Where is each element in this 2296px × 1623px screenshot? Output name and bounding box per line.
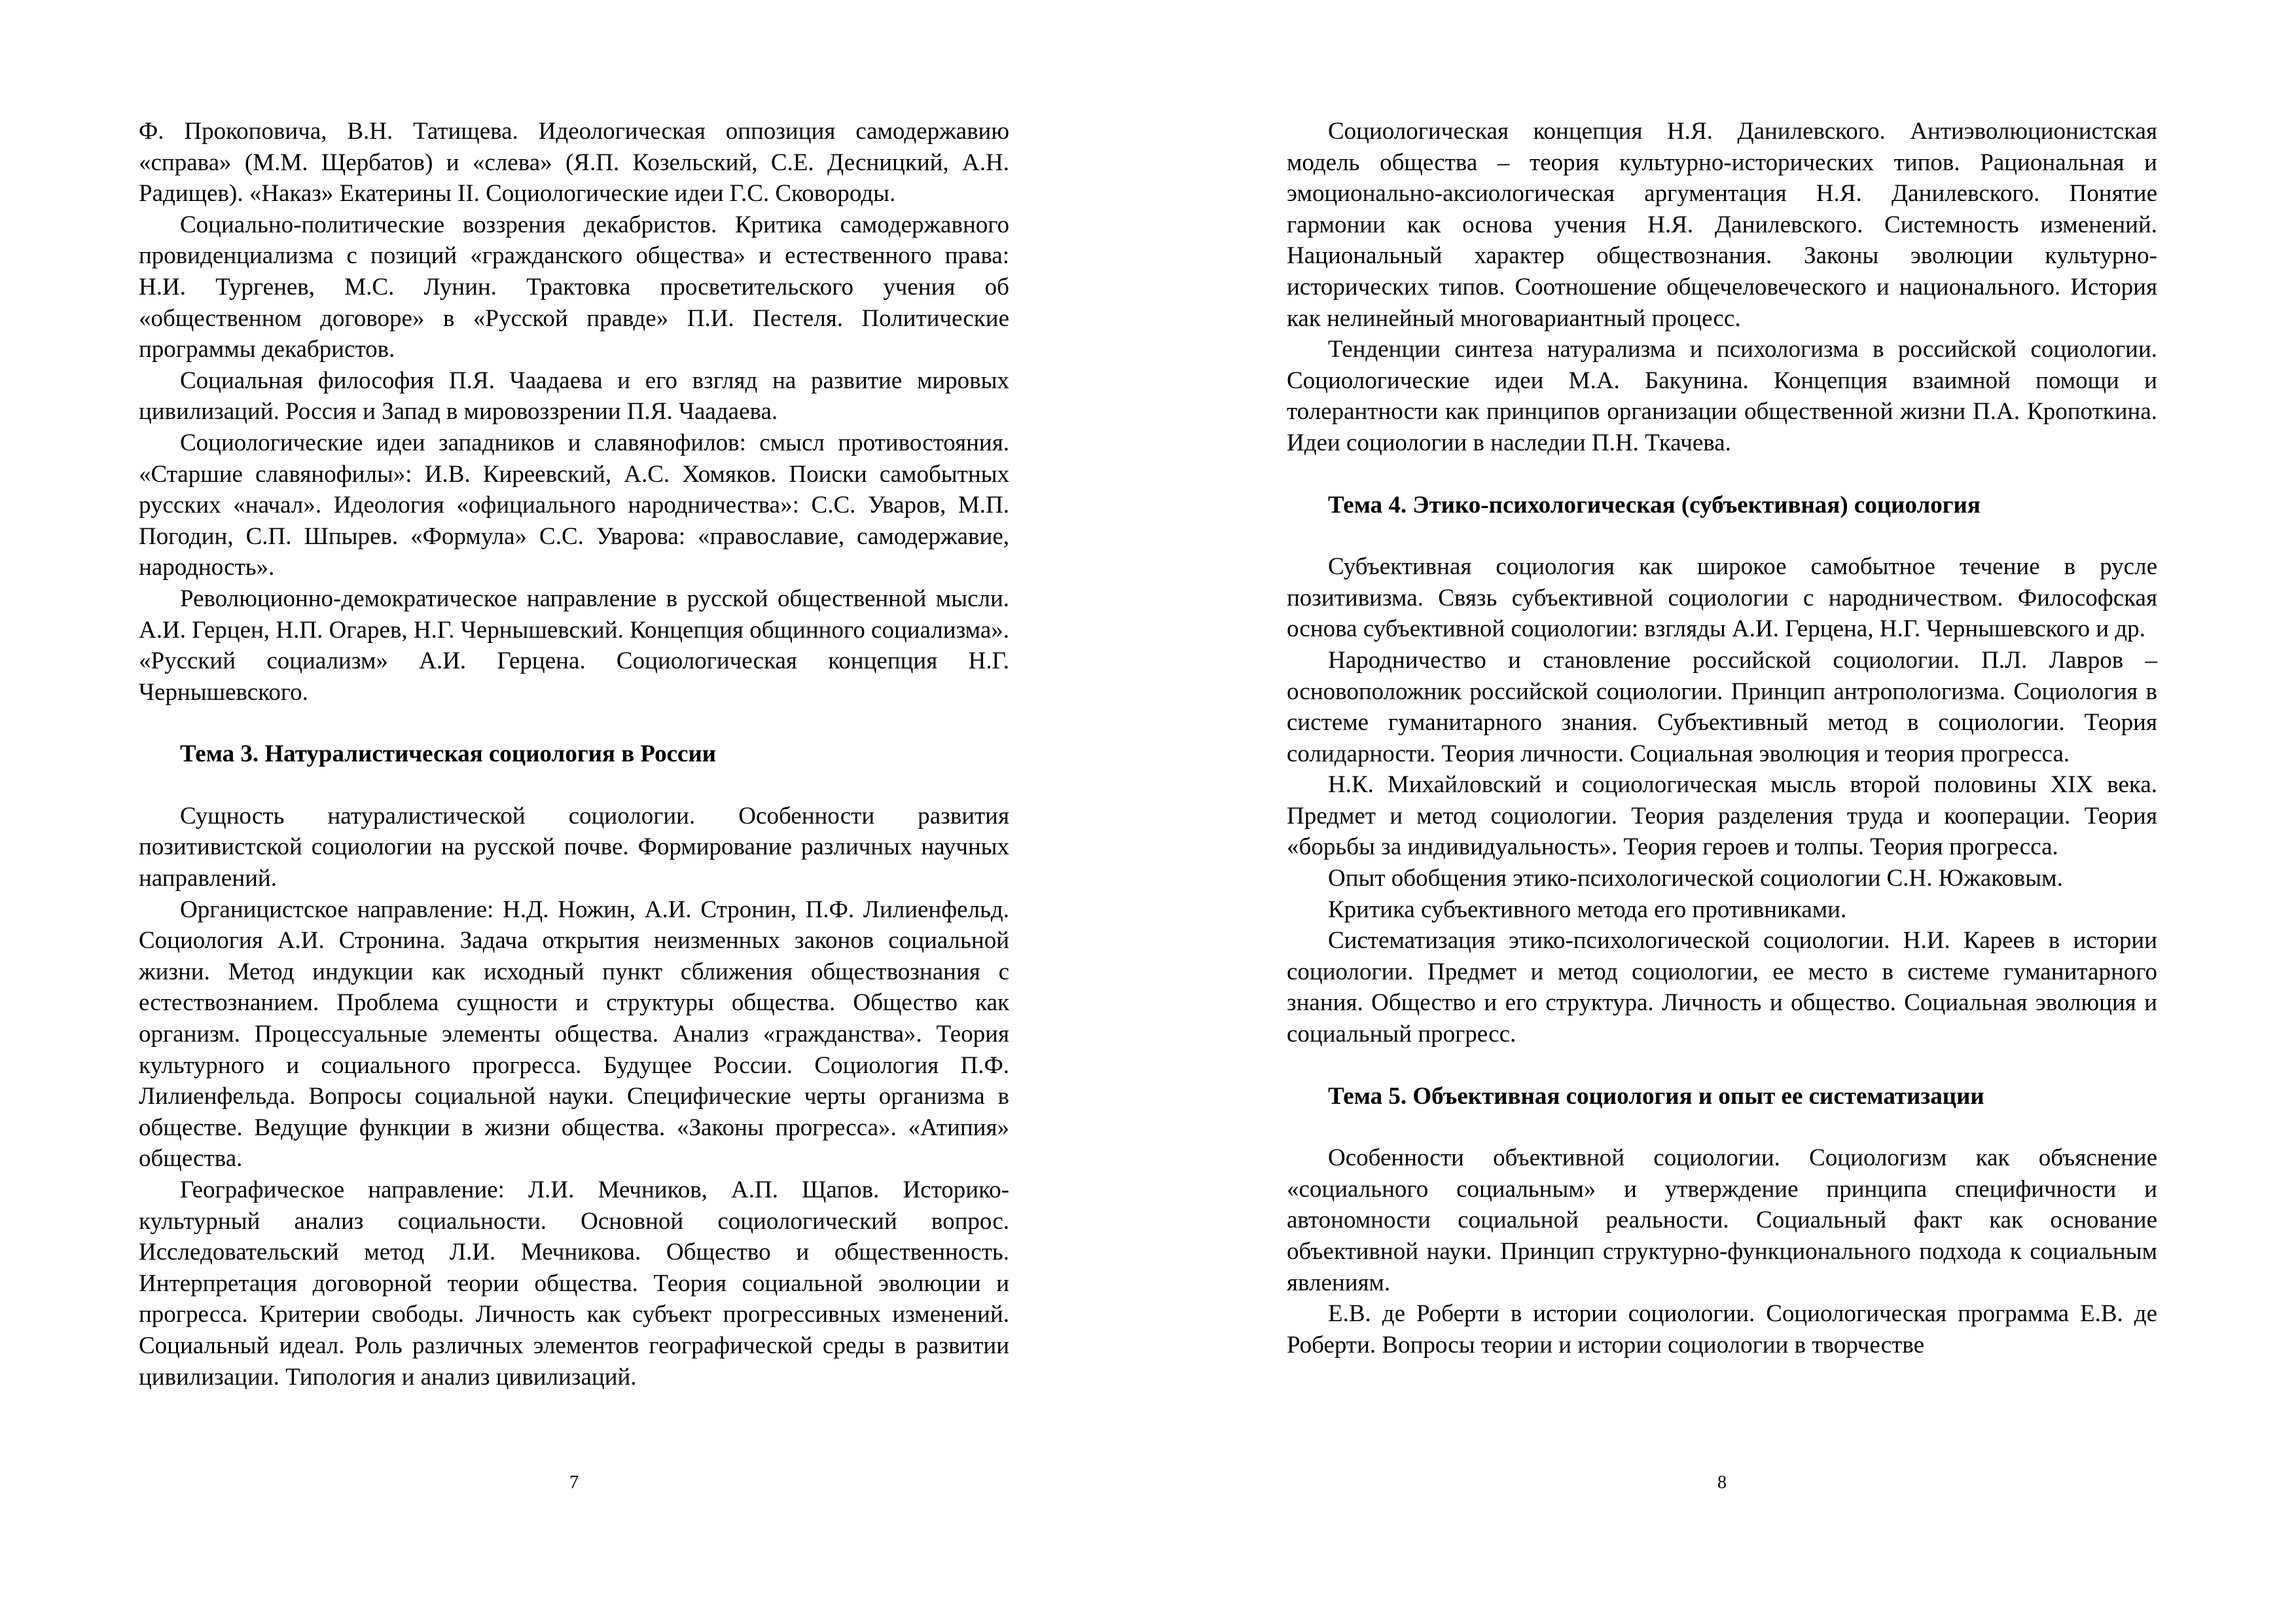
paragraph: Субъективная социология как широкое самобытное течение в русле позитивизма. Связь субъективной социологии с народничеством. Философская основа субъективной социологии: взгляды А.И. Герцена, Н.Г. Чернышевского и др. bbox=[1287, 553, 2157, 643]
right-page-text bbox=[1287, 116, 2157, 1360]
paragraph: Систематизация этико-психологической социологии. Н.И. Кареев в истории социологии. Предмет и метод социологии, ее место в системе гуманитарного знания. Общество и его структура. Личность и общество. Социальная эволюция и социальный прогресс. bbox=[1287, 927, 2157, 1048]
paragraph: Революционно-демократическое направление в русской общественной мысли. А.И. Герцен, Н.П. Огарев, Н.Г. Чернышевский. Концепция общинного социализма». «Русский социализм» А.И. Герцена. Социологическая концепция Н.Г. Чернышевского. bbox=[139, 585, 1009, 706]
paragraph: Тенденции синтеза натурализма и психологизма в российской социологии. Социологические идеи М.А. Бакунина. Концепция взаимной помощи и толерантности как принципов организации общественной жизни П.А. Кропоткина. Идеи социологии в наследии П.Н. Ткачева. bbox=[1287, 336, 2157, 456]
paragraph: Критика субъективного метода его противниками. bbox=[1328, 896, 1847, 923]
paragraph: Народничество и становление российской социологии. П.Л. Лавров – основоположник российской социологии. Принцип антропологизма. Социология в системе гуманитарного знания. Субъективный метод в социологии. Теория солидарности. Теория личности. Социальная эволюция и теория прогресса. bbox=[1287, 646, 2157, 767]
section-heading-4: Тема 4. Этико-психологическая (субъективная) социология bbox=[1328, 491, 1981, 519]
paragraph: Социологическая концепция Н.Я. Данилевского. Антиэволюционистская модель общества – теория культурно-исторических типов. Рациональная и эмоционально-аксиологическая аргументация Н.Я. Данилевского. Понятие гармонии как основа учения Н.Я. Данилевского. Системность изменений. Национальный характер обществознания. Законы эволюции культурно-исторических типов. Соотношение общечеловеческого и национального. История как нелинейный многовариантный процесс. bbox=[1287, 118, 2157, 332]
section-heading-5: Тема 5. Объективная социология и опыт ее систематизации bbox=[1328, 1082, 1984, 1110]
page-number: 8 bbox=[1717, 1472, 1727, 1493]
paragraph: Н.К. Михайловский и социологическая мысль второй половины XIX века. Предмет и метод социологии. Теория разделения труда и кооперации. Теория «борьбы за индивидуальность». Теория героев и толпы. Теория прогресса. bbox=[1287, 771, 2157, 861]
page-number: 7 bbox=[569, 1472, 579, 1493]
paragraph: Ф. Прокоповича, В.Н. Татищева. Идеологическая оппозиция самодержавию «справа» (М.М. Щербатов) и «слева» (Я.П. Козельский, С.Е. Десницкий, А.Н. Радищев). «Наказ» Екатерины II. Социологические идеи Г.С. Сковороды. bbox=[139, 118, 1009, 208]
paragraph: Социальная философия П.Я. Чаадаева и его взгляд на развитие мировых цивилизаций. Россия и Запад в мировоззрении П.Я. Чаадаева. bbox=[139, 367, 1009, 426]
paragraph: Опыт обобщения этико-психологической социологии С.Н. Южаковым. bbox=[1328, 865, 2063, 892]
left-page-text bbox=[139, 116, 1009, 1393]
paragraph: Социологические идеи западников и славянофилов: смысл противостояния. «Старшие славянофилы»: И.В. Киреевский, А.С. Хомяков. Поиски самобытных русских «начал». Идеология «официального народничества»: С.С. Уваров, М.П. Погодин, С.П. Шпырев. «Формула» С.С. Уварова: «православие, самодержавие, народность». bbox=[139, 429, 1009, 581]
right-page bbox=[1148, 0, 2296, 1623]
paragraph: Органицистское направление: Н.Д. Ножин, А.И. Стронин, П.Ф. Лилиенфельд. Социология А.И. Стронина. Задача открытия неизменных законов социальной жизни. Метод индукции как исходный пункт сближения обществознания с естествознанием. Проблема сущности и структуры общества. Общество как организм. Процессуальные элементы общества. Анализ «гражданства». Теория культурного и социального прогресса. Будущее России. Социология П.Ф. Лилиенфельда. Вопросы социальной науки. Специфические черты организма в обществе. Ведущие функции в жизни общества. «Законы прогресса». «Атипия» общества. bbox=[139, 896, 1009, 1173]
paragraph: Сущность натуралистической социологии. Особенности развития позитивистской социологии на русской почве. Формирование различных научных направлений. bbox=[139, 802, 1009, 892]
paragraph: Е.В. де Роберти в истории социологии. Социологическая программа Е.В. де Роберти. Вопросы теории и истории социологии в творчестве bbox=[1287, 1300, 2157, 1359]
paragraph: Особенности объективной социологии. Социологизм как объяснение «социального социальным» и утверждение принципа специфичности и автономности социальной реальности. Социальный факт как основание объективной науки. Принцип структурно-функционального подхода к социальным явлениям. bbox=[1287, 1144, 2157, 1296]
section-heading-3: Тема 3. Натуралистическая социология в России bbox=[180, 740, 717, 768]
paragraph: Социально-политические воззрения декабристов. Критика самодержавного провиденциализма с позиций «гражданского общества» и естественного права: Н.И. Тургенев, М.С. Лунин. Трактовка просветительского учения об «общественном договоре» в «Русской правде» П.И. Пестеля. Политические программы декабристов. bbox=[139, 211, 1009, 363]
paragraph: Географическое направление: Л.И. Мечников, А.П. Щапов. Историко-культурный анализ социальности. Основной социологический вопрос. Исследовательский метод Л.И. Мечникова. Общество и общественность. Интерпретация договорной теории общества. Теория социальной эволюции и прогресса. Критерии свободы. Личность как субъект прогрессивных изменений. Социальный идеал. Роль различных элементов географической среды в развитии цивилизации. Типология и анализ цивилизаций. bbox=[139, 1176, 1009, 1391]
